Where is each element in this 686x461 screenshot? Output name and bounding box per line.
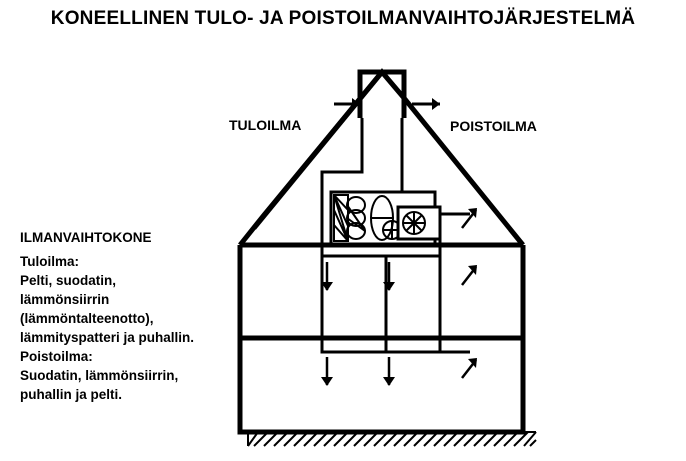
info-line: (lämmöntalteenotto), xyxy=(20,311,154,326)
air-handling-unit-info xyxy=(20,230,220,404)
info-heading: ILMANVAIHTOKONE xyxy=(20,230,152,245)
info-line: lämmityspatteri ja puhallin. xyxy=(20,330,195,345)
exhaust-air-label: POISTOILMA xyxy=(450,118,537,134)
supply-air-label: TULOILMA xyxy=(229,117,302,133)
down-arrow-icon xyxy=(321,262,395,386)
info-line: lämmönsiirrin xyxy=(20,292,110,307)
page-title: KONEELLINEN TULO- JA POISTOILMANVAIHTOJÄRJESTELMÄ xyxy=(50,8,636,29)
info-line: Suodatin, lämmönsiirrin, xyxy=(20,368,179,383)
fan-blade-icon xyxy=(403,212,425,234)
chimney-icon xyxy=(360,72,404,118)
floor-divider-icon xyxy=(240,245,523,338)
info-line: Pelti, suodatin, xyxy=(20,273,117,288)
info-line: Tuloilma: xyxy=(20,254,79,269)
exhaust-air-arrow-icon xyxy=(412,98,440,110)
info-line: Poistoilma: xyxy=(20,349,93,364)
info-line: puhallin ja pelti. xyxy=(20,387,123,402)
